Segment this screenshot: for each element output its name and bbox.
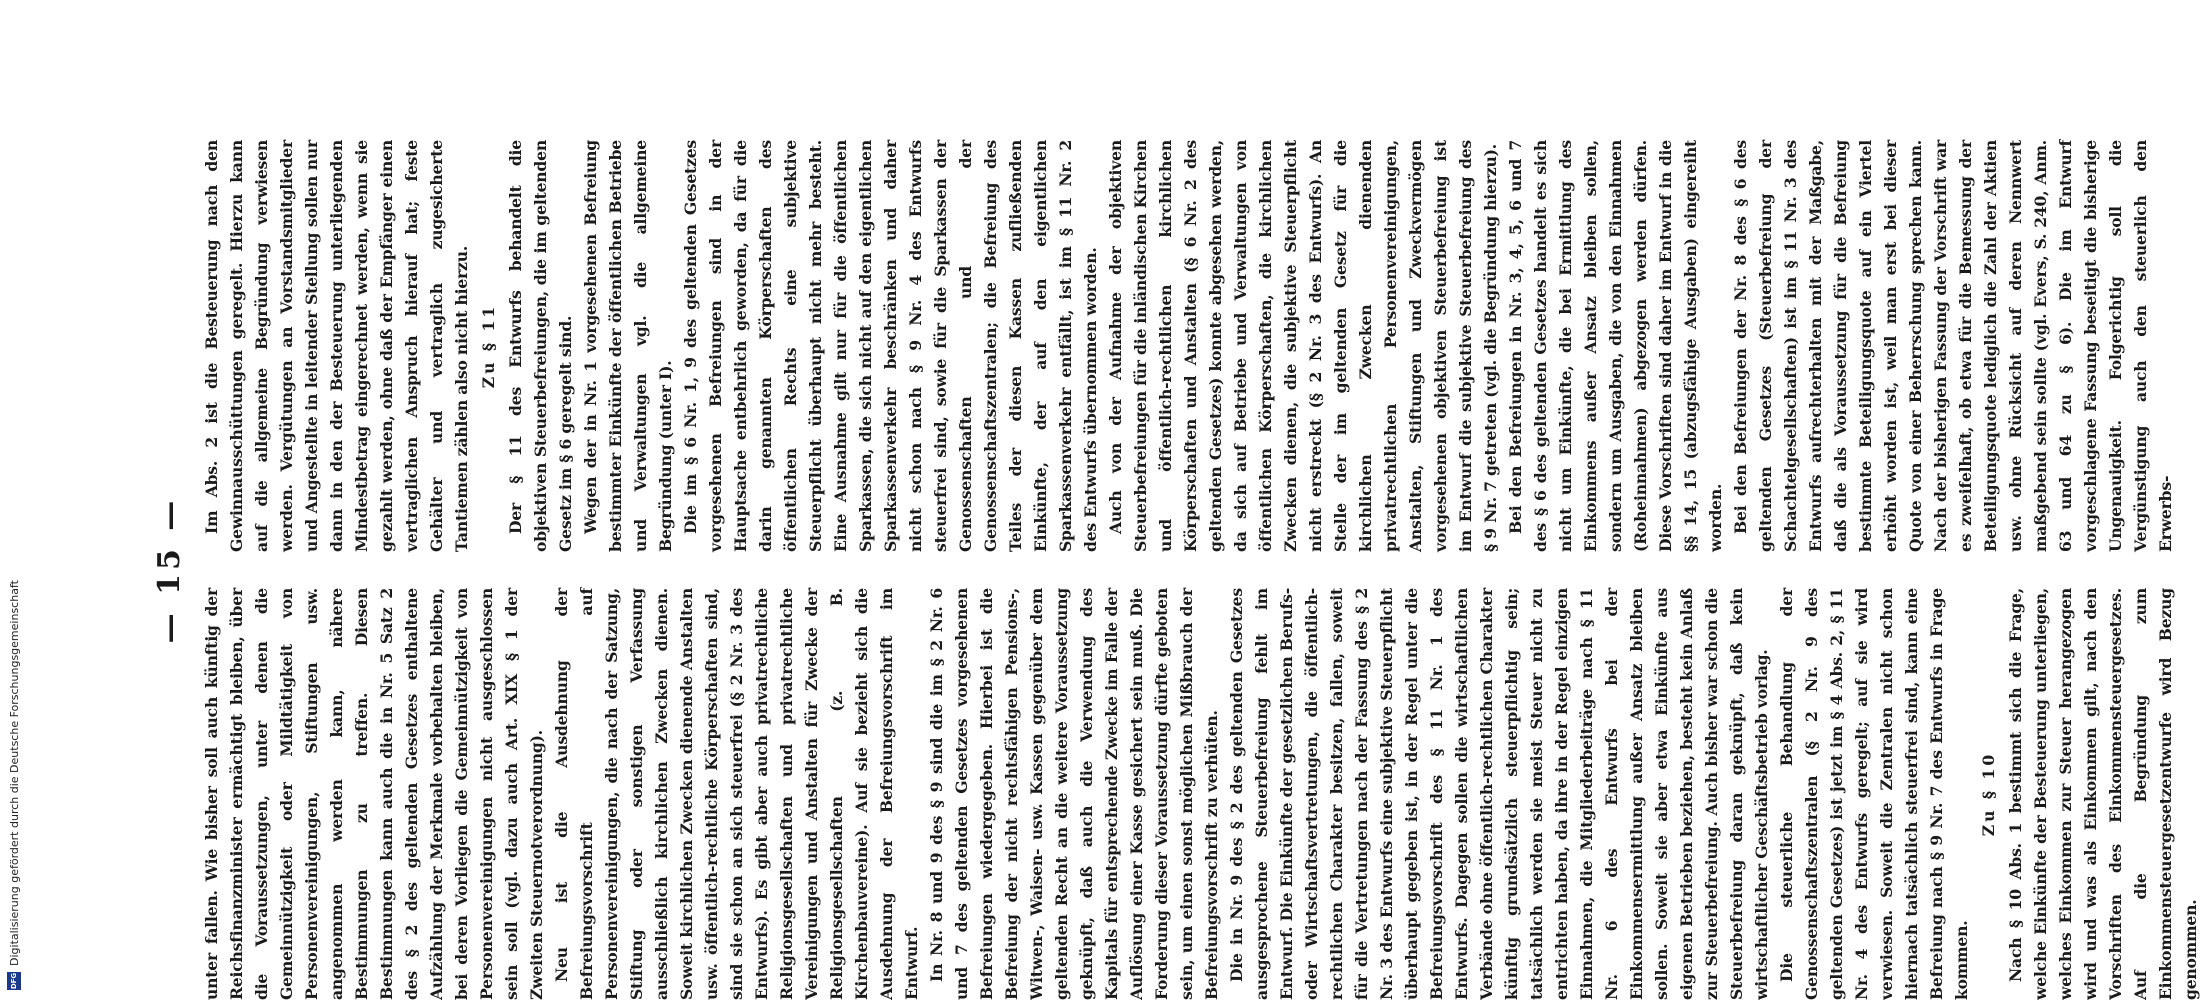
paragraph: Die in Nr. 9 des § 2 des geltenden Gesetzes ausgesprochene Steuerbefreiung fehlt im Entwurf. Die Einkünfte der gesetzlichen Berufs- oder Wirtschaftsvertretungen, die öffentlich-rechtlichen Charakter besitzen, fallen, soweit für die Vertretungen nach der Fassung des § 2 Nr. 3 des Entwurfs eine subjektive Steuerpflicht überhaupt gegeben ist, in der Regel unter die Befreiungsvorschrift des § 11 Nr. 1 des Entwurfs. Dagegen sollen die wirtschaftlichen Verbände ohne öffentlich-rechtlichen Charakter künftig grundsätzlich steuerpflichtig sein; tatsächlich werden sie meist Steuer nicht zu entrichten haben, da ihre in der Regel einzigen Einnahmen, die Mitgliederbeiträge nach § 11 Nr. 6 des Entwurfs bei der Einkommensermittlung außer Ansatz bleiben sollen. Soweit sie aber etwa Einkünfte aus eigenen Betrieben beziehen, besteht kein Anlaß zur Steuerbefreiung. Auch bisher war schon die Steuerbefreiung daran geknüpft, daß kein wirtschaftlicher Geschäftsbetrieb vorlag. [1227,588,1771,1000]
left-column [199,588,2203,1000]
right-column [199,140,2178,552]
paragraph: Nach § 10 Abs. 1 bestimmt sich die Frage, welche Einkünfte der Besteuerung unterliegen, welches Einkommen zur Steuer herangezogen wird und was als Einkommen gilt, nach den Vorschriften des Einkommensteuergesetzes. Auf die Begründung zum Einkommensteuergesetzentwurfe wird Bezug genommen. [2006,588,2200,1000]
page-number: — 15 — [152,496,187,644]
paragraph: Die steuerliche Behandlung der Genossenschaftszentralen (§ 2 Nr. 9 des geltenden Gesetzes) ist jetzt im § 4 Abs. 2, § 11 Nr. 4 des Entwurfs geregelt; auf sie wird verwiesen. Soweit die Zentralen nicht schon hiernach tatsächlich steuerfrei sind, kann eine Befreiung nach § 9 Nr. 7 des Entwurfs in Frage kommen. [1777,588,1971,1000]
paragraph: unter fallen. Wie bisher soll auch künftig der Reichsfinanzminister ermächtigt bleiben, über die Voraussetzungen, unter denen die Gemeinnützigkeit oder Mildtätigkeit von Personenvereinigungen, Stiftungen usw. angenommen werden kann, nähere Bestimmungen zu treffen. Diesen Bestimmungen kann auch die in Nr. 5 Satz 2 des § 2 des geltenden Gesetzes enthaltene Aufzählung der Merkmale vorbehalten bleiben, bei deren Vorliegen die Gemeinnützigkeit von Personenvereinigungen nicht ausgeschlossen sein soll (vgl. dazu auch Art. XIX § 1 der Zweiten Steuernotverordnung). [202,588,546,1000]
section-heading: Zu § 11 [479,303,498,389]
paragraph: Wegen der in Nr. 1 vorgesehenen Befreiung bestimmter Einkünfte der öffentlichen Betriebe und Verwaltungen vgl. die allgemeine Begründung (unter I). [581,140,675,552]
paragraph: Bei den Befreiungen der Nr. 8 des § 6 des geltenden Gesetzes (Steuerbefreiung der Schachtelgesellschaften) ist im § 11 Nr. 3 des Entwurfs aufrechterhalten mit der Maßgabe, daß die als Voraussetzung für die Befreiung bestimmte Beteiligungsquote auf ein Viertel erhöht worden ist, weil man erst bei dieser Quote von einer Beherrschung sprechen kann. Nach der bisherigen Fassung der Vorschrift war es zweifelhaft, ob etwa für die Bemessung der Beteiligungsquote lediglich die Zahl der Aktien usw. ohne Rücksicht auf deren Nennwert maßgebend sein sollte (vgl. Evers, S. 240, Anm. 63 und 64 zu § 6). Die im Entwurf vorgeschlagene Fassung beseitigt die bisherige Ungenauigkeit. Folgerichtig soll die Vergünstigung auch den steuerlich den Erwerbs- [1731,140,2175,552]
digitization-credit: Digitalisierung gefördert durch die Deutsche Forschungsgemeinschaft [7,580,21,966]
paragraph: Im Abs. 2 ist die Besteuerung nach den Gewinnausschüttungen geregelt. Hierzu kann auf die allgemeine Begründung verwiesen werden. Vergütungen an Vorstandsmitglieder und Angestellte in leitender Stellung sollen nur dann in den der Besteuerung unterliegenden Mindestbetrag eingerechnet werden, wenn sie gezahlt werden, ohne daß der Empfänger einen vertraglichen Anspruch hierauf hat; feste Gehälter und vertraglich zugesicherte Tantiemen zählen also nicht hierzu. [202,140,471,552]
paragraph: Auch von der Aufnahme der objektiven Steuerbefreiungen für die inländischen Kirchen und öffentlich-rechtlichen kirchlichen Körperschaften und Anstalten (§ 6 Nr. 2 des geltenden Gesetzes) konnte abgesehen werden, da sich auf Betriebe und Verwaltungen von öffentlichen Körperschaften, die kirchlichen Zwecken dienen, die subjektive Steuerpflicht nicht erstreckt (§ 2 Nr. 3 des Entwurfs). An Stelle der im geltenden Gesetz für die kirchlichen Zwecken dienenden privatrechtlichen Personenvereinigungen, Anstalten, Stiftungen und Zweckvermögen vorgesehenen objektiven Steuerbefreiung ist im Entwurf die subjektive Steuerbefreiung des § 9 Nr. 7 getreten (vgl. die Begründung hierzu). [1106,140,1500,552]
paragraph: Die im § 6 Nr. 1, 9 des geltenden Gesetzes vorgesehenen Befreiungen sind in der Hauptsache entbehrlich geworden, da für die darin genannten Körperschaften des öffentlichen Rechts eine subjektive Steuerpflicht überhaupt nicht mehr besteht. Eine Ausnahme gilt nur für die öffentlichen Sparkassen, die sich nicht auf den eigentlichen Sparkassenverkehr beschränken und daher nicht schon nach § 9 Nr. 4 des Entwurfs steuerfrei sind, sowie für die Sparkassen der Genossenschaften und der Genossenschaftszentralen; die Befreiung des Teiles der diesen Kassen zufließenden Einkünfte, der auf den eigentlichen Sparkassenverkehr entfällt, ist im § 11 Nr. 2 des Entwurfs übernommen worden. [681,140,1100,552]
paragraph: Der § 11 des Entwurfs behandelt die objektiven Steuerbefreiungen, die im geltenden Gesetz im § 6 geregelt sind. [506,140,575,552]
paragraph: Neu ist die Ausdehnung der Befreiungsvorschrift auf Personenvereinigungen, die nach der Satzung, Stiftung oder sonstigen Verfassung ausschließlich kirchlichen Zwecken dienen. Soweit kirchlichen Zwecken dienende Anstalten usw. öffentlich-rechtliche Körperschaften sind, sind sie schon an sich steuerfrei (§ 2 Nr. 3 des Entwurfs). Es gibt aber auch privatrechtliche Religionsgesellschaften und privatrechtliche Vereinigungen und Anstalten für Zwecke der Religionsgesellschaften (z. B. Kirchenbauvereine). Auf sie bezieht sich die Ausdehnung der Befreiungsvorschrift im Entwurf. [552,588,921,1000]
footer-strip [4,10,24,990]
paragraph: In Nr. 8 und 9 des § 9 sind die im § 2 Nr. 6 und 7 des geltenden Gesetzes vorgesehenen Befreiungen wiedergegeben. Hierbei ist die Befreiung der nicht rechtsfähigen Pensions-, Witwen-, Waisen- usw. Kassen gegenüber dem geltenden Recht an die weitere Voraussetzung geknüpft, daß auch die Verwendung des Kapitals für entsprechende Zwecke im Falle der Auflösung einer Kasse gesichert sein muß. Die Forderung dieser Voraussetzung dürfte geboten sein, um einen sonst möglichen Mißbrauch der Befreiungsvorschrift zu verhüten. [927,588,1221,1000]
page-header [147,140,193,1000]
section-heading: Zu § 10 [1979,751,1998,837]
paragraph: Bei den Befreiungen in Nr. 3, 4, 5, 6 und 7 des § 6 des geltenden Gesetzes handelt es sich nicht um Einkünfte, die bei Ermittlung des Einkommens außer Ansatz bleiben sollen, sondern um Ausgaben, die von den Einnahmen (Roheinnahmen) abgezogen werden dürfen. Diese Vorschriften sind daher im Entwurf in die §§ 14, 15 (abzugsfähige Ausgaben) eingereiht worden. [1506,140,1725,552]
dfg-logo: DFG [7,972,21,990]
scanned-page [147,140,2200,1000]
